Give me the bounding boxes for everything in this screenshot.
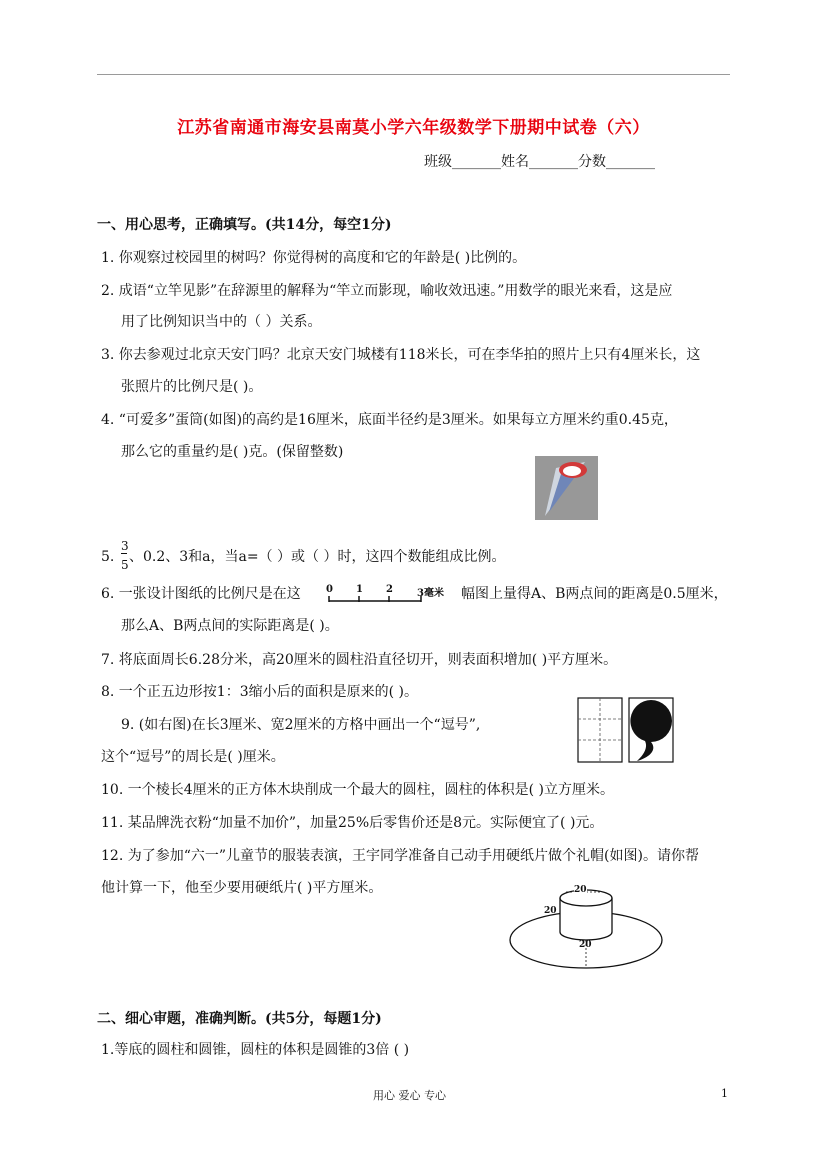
question-6-line-1-a: 6. 一张设计图纸的比例尺是在这 [101,586,301,602]
question-9-line-1: 9. (如右图)在长3厘米、宽2厘米的方格中画出一个“逗号”, [121,717,481,733]
fraction-denominator: 5 [121,558,129,572]
scale-tick-1: 1 [356,584,363,595]
question-3-line-2: 张照片的比例尺是( )。 [121,379,263,395]
section-2-question-1: 1.等底的圆柱和圆锥，圆柱的体积是圆锥的3倍 ( ) [101,1042,410,1058]
scale-tick-3: 3毫米 [417,588,444,599]
fraction-numerator: 3 [121,539,129,553]
question-10: 10. 一个棱长4厘米的正方体木块削成一个最大的圆柱，圆柱的体积是( )立方厘米。 [101,782,614,798]
question-3-line-1: 3. 你去参观过北京天安门吗？北京天安门城楼有118米长，可在李华拍的照片上只有4厘米长，这 [101,347,701,363]
fraction-bar [121,553,127,554]
question-6-line-1-b: 幅图上量得A、B两点间的距离是0.5厘米， [461,586,728,602]
comma-grid-figure [577,697,675,763]
student-info-line: 班级_______姓名_______分数_______ [424,154,655,170]
scale-bar [325,584,453,608]
question-2-line-2: 用了比例知识当中的（ ）关系。 [121,314,322,330]
ice-cream-cone-image [535,456,598,520]
question-8: 8. 一个正五边形按1：3缩小后的面积是原来的( )。 [101,684,418,700]
scale-tick-0: 0 [326,584,333,595]
section-2-heading: 二、细心审题，准确判断。(共5分，每题1分) [97,1011,382,1027]
question-12-line-1: 12. 为了参加“六一”儿童节的服装表演，王宇同学准备自己动手用硬纸片做个礼帽(如图)。请你帮 [101,848,699,864]
question-4-line-1: 4. “可爱多”蛋筒(如图)的高约是16厘米，底面半径约是3厘米。如果每立方厘米约重0.45克， [101,412,678,428]
question-2-line-1: 2. 成语“立竿见影”在辞源里的解释为“竿立而影现，喻收效迅速。”用数学的眼光来看，这是应 [101,283,673,299]
hat-diameter-label: 20 [574,885,587,895]
question-7: 7. 将底面周长6.28分米，高20厘米的圆柱沿直径切开，则表面积增加( )平方厘米。 [101,652,618,668]
section-1-heading: 一、用心思考，正确填写。(共14分，每空1分) [97,217,392,233]
hat-height-label: 20 [544,906,557,916]
question-9-line-2: 这个“逗号”的周长是( )厘米。 [101,749,285,765]
footer-motto: 用心 爱心 专心 [373,1089,446,1102]
scale-tick-2: 2 [386,584,393,595]
question-6-line-2: 那么A、B两点间的实际距离是( )。 [121,618,339,634]
header-rule [97,74,730,75]
question-4-line-2: 那么它的重量约是( )克。(保留整数) [121,444,344,460]
hat-brim-label: 20 [579,940,592,950]
hat-figure [506,882,666,972]
question-5-number: 5. [101,549,115,565]
question-12-line-2: 他计算一下，他至少要用硬纸片( )平方厘米。 [101,880,383,896]
question-11: 11. 某品牌洗衣粉“加量不加价”，加量25%后零售价还是8元。实际便宜了( )元。 [101,815,604,831]
page-number: 1 [721,1087,728,1100]
question-5-text: 、0.2、3和a，当a=（ ）或（ ）时，这四个数能组成比例。 [129,549,506,565]
question-1: 1. 你观察过校园里的树吗？你觉得树的高度和它的年龄是( )比例的。 [101,250,527,266]
exam-title: 江苏省南通市海安县南莫小学六年级数学下册期中试卷（六） [177,118,650,138]
